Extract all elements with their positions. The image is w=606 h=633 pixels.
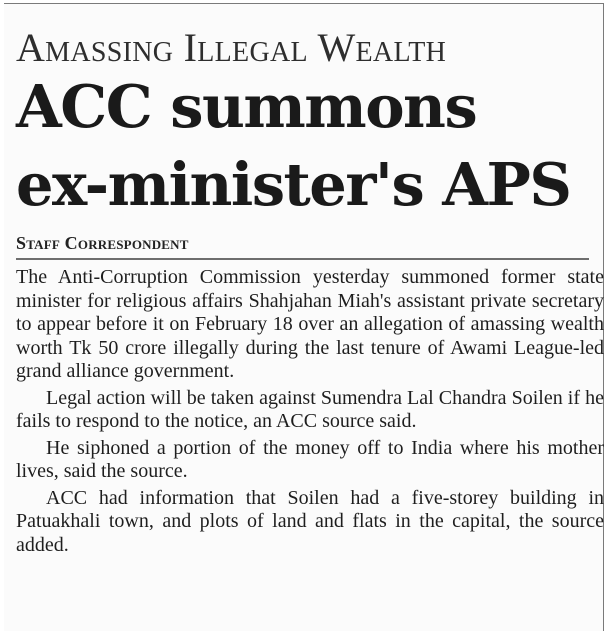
article-body xyxy=(16,266,604,560)
article-kicker: Amassing Illegal Wealth xyxy=(16,25,447,70)
article-paragraph-3: He siphoned a portion of the money off to India where his mother lives, said the source. xyxy=(16,436,604,482)
article-paragraph-1: The Anti-Corruption Commission yesterday summoned former state minister for religious affairs Shahjahan Miah's assistant private secretary to appear before it on February 18 over an allegation of amassing wealth worth Tk 50 crore illegally during the last tenure of Awami League-led grand alliance government. xyxy=(16,266,604,382)
article-paragraph-2: Legal action will be taken against Sumendra Lal Chandra Soilen if he fails to respond to the notice, an ACC source said. xyxy=(16,386,604,432)
headline-line-1: ACC summons xyxy=(16,72,477,141)
news-clipping xyxy=(4,3,604,631)
article-headline xyxy=(16,68,570,224)
headline-line-2: ex-minister's APS xyxy=(16,150,571,219)
byline-divider xyxy=(16,258,589,260)
article-paragraph-4: ACC had information that Soilen had a five-storey building in Patuakhali town, and plots of land and flats in the capital, the source added. xyxy=(16,486,604,556)
article-byline: Staff Correspondent xyxy=(16,233,189,253)
